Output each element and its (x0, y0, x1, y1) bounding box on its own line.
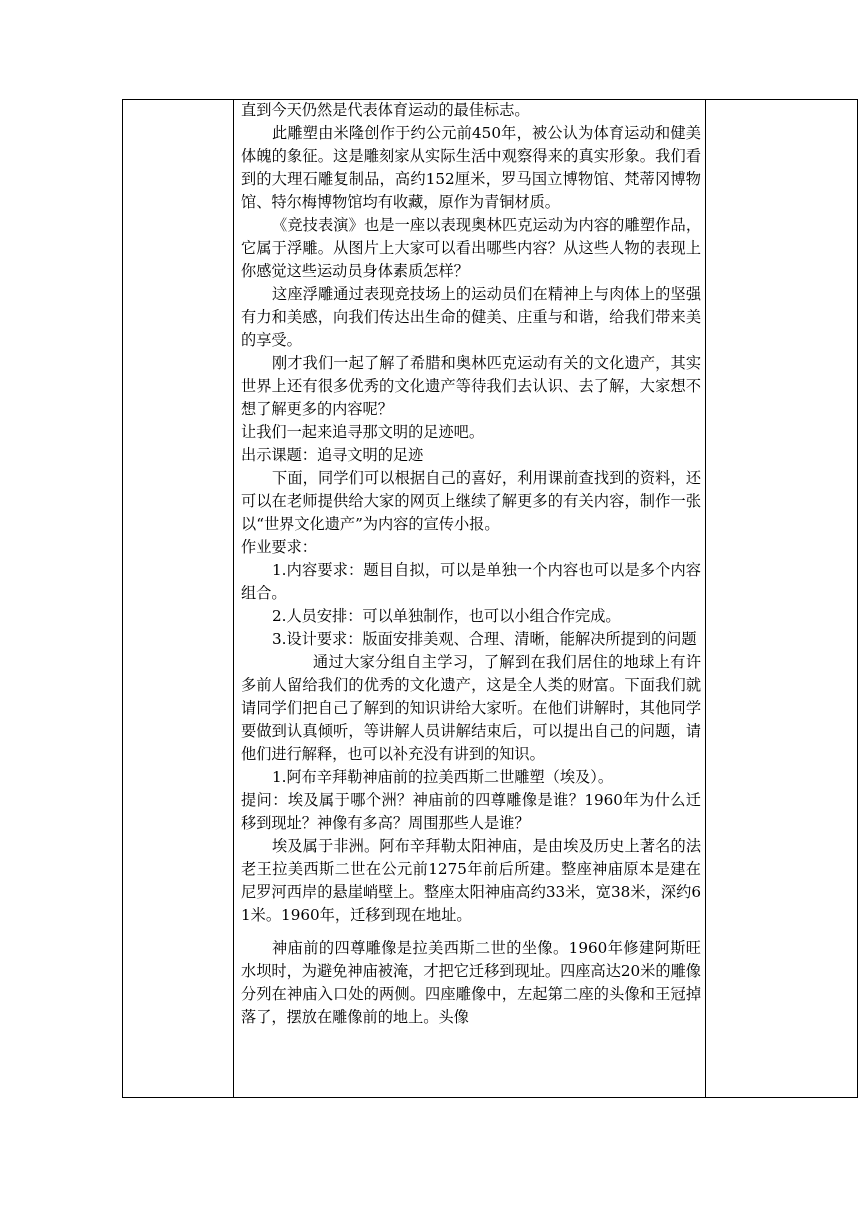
content-paragraph: 直到今天仍然是代表体育运动的最佳标志。 (241, 101, 530, 119)
paragraph-gap (241, 927, 701, 937)
table-right-border (857, 99, 858, 1098)
content-paragraph: 2.人员安排：可以单独制作，也可以小组合作完成。 (272, 607, 621, 625)
content-paragraph: 通过大家分组自主学习，了解到在我们居住的地球上有许多前人留给我们的优秀的文化遗产，这是全人类的财富。下面我们就请同学们把自己了解到的知识讲给大家听。在他们讲解时，其他同学要做到认真倾听，等讲解人员讲解结束后，可以提出自己的问题，请他们进行解释，也可以补充没有讲到的知识。 (241, 653, 701, 763)
content-paragraph: 刚才我们一起了解了希腊和奥林匹克运动有关的文化遗产，其实世界上还有很多优秀的文化遗产等待我们去认识、去了解，大家想不想了解更多的内容呢？ (241, 354, 701, 418)
table-left-border (122, 99, 123, 1098)
content-paragraph: 此雕塑由米隆创作于约公元前450年，被公认为体育运动和健美体魄的象征。这是雕刻家从实际生活中观察得来的真实形象。我们看到的大理石雕复制品，高约152厘米，罗马国立博物馆、梵蒂冈博物馆、特尔梅博物馆均有收藏，原作为青铜材质。 (241, 124, 701, 211)
lesson-content-cell (241, 99, 701, 1029)
content-paragraph: 1.阿布辛拜勒神庙前的拉美西斯二世雕塑（埃及）。 (272, 768, 614, 786)
content-paragraph: 神庙前的四尊雕像是拉美西斯二世的坐像。1960年修建阿斯旺水坝时，为避免神庙被淹，才把它迁移到现址。四座高达20米的雕像分列在神庙入口处的两侧。四座雕像中，左起第二座的头像和王冠掉落了，摆放在雕像前的地上。头像 (241, 939, 701, 1026)
content-paragraph: 让我们一起来追寻那文明的足迹吧。 (241, 423, 484, 441)
content-paragraph: 这座浮雕通过表现竞技场上的运动员们在精神上与肉体上的坚强有力和美感，向我们传达出生命的健美、庄重与和谐，给我们带来美的享受。 (241, 285, 701, 349)
content-paragraph: 3.设计要求：版面安排美观、合理、清晰，能解决所提到的问题 (272, 630, 697, 648)
content-paragraph: 出示课题：追寻文明的足迹 (241, 446, 424, 464)
content-paragraph: 埃及属于非洲。阿布辛拜勒太阳神庙，是由埃及历史上著名的法老王拉美西斯二世在公元前1275年前后所建。整座神庙原本是建在尼罗河西岸的悬崖峭壁上。整座太阳神庙高约33米，宽38米，深约61米。1960年，迁移到现在地址。 (241, 837, 701, 924)
column-divider-2 (705, 99, 706, 1098)
content-paragraph: 下面，同学们可以根据自己的喜好，利用课前查找到的资料，还可以在老师提供给大家的网页上继续了解更多的有关内容，制作一张以“世界文化遗产”为内容的宣传小报。 (241, 469, 701, 533)
content-paragraph: 提问：埃及属于哪个洲？神庙前的四尊雕像是谁？1960年为什么迁移到现址？神像有多高？周围那些人是谁？ (241, 791, 701, 832)
content-paragraph: 1.内容要求：题目自拟，可以是单独一个内容也可以是多个内容组合。 (241, 561, 701, 602)
content-paragraph: 《竞技表演》也是一座以表现奥林匹克运动为内容的雕塑作品，它属于浮雕。从图片上大家可以看出哪些内容？从这些人物的表现上你感觉这些运动员身体素质怎样？ (241, 216, 701, 280)
column-divider-1 (233, 99, 234, 1098)
content-paragraph: 作业要求： (241, 538, 317, 556)
